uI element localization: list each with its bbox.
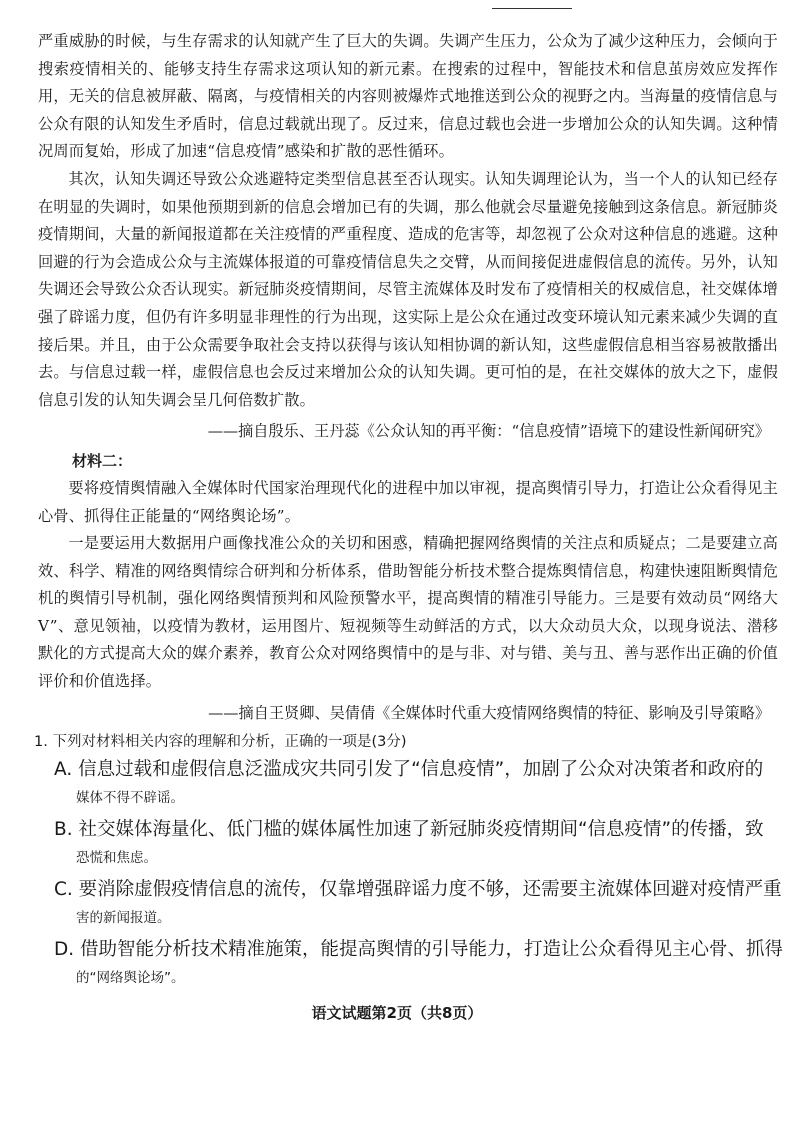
- exam-page: [34, 28, 784, 995]
- option-a-text: A. 信息过载和虚假信息泛滥成灾共同引发了“信息疫情”，加剧了公众对决策者和政府的: [54, 759, 764, 781]
- question-stem: 1. 下列对材料相关内容的理解和分析，正确的一项是(3分): [34, 734, 407, 751]
- material2-source: ——摘自王贤卿、吴倩倩《全媒体时代重大疫情网络舆情的特征、影响及引导策略》: [208, 703, 770, 722]
- material1-paragraph-2: 其次，认知失调还导致公众逃避特定类型信息甚至否认现实。认知失调理论认为，当一个人的认知已经存在明显的失调时，如果他预期到新的信息会增加已有的失调，那么他就会尽量避免接触到这条信息。新冠肺炎疫情期间，大量的新闻报道都在关注疫情的严重程度、造成的危害等，却忽视了公众对这种信息的逃避。这种回避的行为会造成公众与主流媒体报道的可靠疫情信息失之交臂，从而间接促进虚假信息的流传。另外，认知失调还会导致公众否认现实。新冠肺炎疫情期间，尽管主流媒体及时发布了疫情相关的权威信息，社交媒体增强了辟谣力度，但仍有许多明显非理性的行为出现，这实际上是公众在通过改变环境认知元素来减少失调的直接后果。并且，由于公众需要争取社会支持以获得与该认知相协调的新认知，这些虚假信息相当容易被散播出去。与信息过载一样，虚假信息也会反过来增加公众的认知失调。更可怕的是，在社交媒体的放大之下，虚假信息引发的认知失调会呈几何倍数扩散。: [38, 169, 778, 409]
- top-rule: [492, 8, 572, 9]
- material1-paragraph-1: 严重威胁的时候，与生存需求的认知就产生了巨大的失调。失调产生压力，公众为了减少这种压力，会倾向于搜索疫情相关的、能够支持生存需求这项认知的新元素。在搜索的过程中，智能技术和信息茧房效应发挥作用，无关的信息被屏蔽、隔离，与疫情相关的内容则被爆炸式地推送到公众的视野之内。当海量的疫情信息与公众有限的认知发生矛盾时，信息过载就出现了。反过来，信息过载也会进一步增加公众的认知失调。这种情况周而复始，形成了加速“信息疫情”感染和扩散的恶性循环。: [38, 32, 778, 161]
- option-c-text: C. 要消除虚假疫情信息的流传，仅靠增强辟谣力度不够，还需要主流媒体回避对疫情严重: [54, 879, 782, 901]
- material2-paragraph-2: 一是要运用大数据用户画像找准公众的关切和困惑，精确把握网络舆情的关注点和质疑点；二是要建立高效、科学、精准的网络舆情综合研判和分析体系，借助智能分析技术整合提炼舆情信息，构建快速阻断舆情危机的舆情引导机制，强化网络舆情预判和风险预警水平，提高舆情的精准引导能力。三是要有效动员“网络大V”、意见领袖，以疫情为教材，运用图片、短视频等生动鲜活的方式，以大众动员大众，以现身说法、潜移默化的方式提高大众的媒介素养，教育公众对网络舆情中的是与非、对与错、美与丑、善与恶作出正确的价值评价和价值选择。: [38, 534, 778, 691]
- material1-source: ——摘自殷乐、王丹蕊《公众认知的再平衡：“信息疫情”语境下的建设性新闻研究》: [207, 422, 770, 441]
- option-b-text: B. 社交媒体海量化、低门槛的媒体属性加速了新冠肺炎疫情期间“信息疫情”的传播，致: [54, 819, 764, 841]
- page-footer: 语文试题第2页（共8页）: [311, 1004, 483, 1022]
- option-a-continuation: 媒体不得不辟谣。: [76, 790, 184, 807]
- option-b-continuation: 恐慌和焦虑。: [76, 850, 157, 867]
- option-c-continuation: 害的新闻报道。: [76, 910, 171, 927]
- option-c: [54, 875, 782, 931]
- option-b: [54, 815, 778, 871]
- option-a: [54, 755, 778, 811]
- option-d: [54, 935, 784, 991]
- option-d-continuation: 的“网络舆论场”。: [76, 970, 185, 987]
- material2-paragraph-1: 要将疫情舆情融入全媒体时代国家治理现代化的进程中加以审视，提高舆情引导力，打造让公众看得见主心骨、抓得住正能量的“网络舆论场”。: [38, 478, 778, 525]
- option-d-text: D. 借助智能分析技术精准施策，能提高舆情的引导能力，打造让公众看得见主心骨、抓得: [54, 939, 784, 961]
- material2-heading: 材料二：: [72, 451, 133, 470]
